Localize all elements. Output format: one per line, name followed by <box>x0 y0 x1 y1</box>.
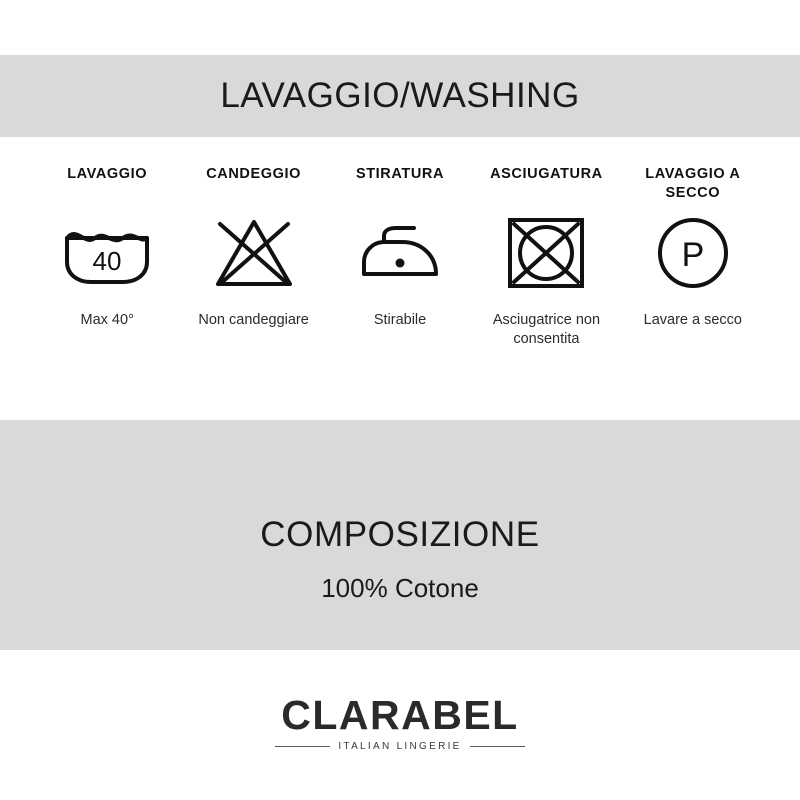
brand-name: CLARABEL <box>281 692 519 738</box>
divider-right <box>470 746 525 747</box>
care-symbol-heading: LAVAGGIO A SECCO <box>645 166 741 201</box>
care-symbol-lavaggio-a-secco <box>620 165 766 349</box>
brand-tagline: ITALIAN LINGERIE <box>338 741 462 752</box>
composition-value: 100% Cotone <box>321 572 479 603</box>
dry-clean-letter: P <box>681 236 705 274</box>
care-symbols-row <box>0 165 800 349</box>
brand-logo <box>0 692 800 752</box>
care-symbol-caption: Max 40° <box>80 312 134 328</box>
care-symbol-caption: Stirabile <box>373 312 427 328</box>
care-symbol-caption: Lavare a secco <box>643 312 742 328</box>
circle-p-dry-clean-icon <box>650 205 736 301</box>
divider-left <box>275 746 330 747</box>
wash-temperature-value: 40 <box>92 246 122 276</box>
care-symbol-heading: CANDEGGIO <box>206 166 302 182</box>
composition-title: COMPOSIZIONE <box>260 514 540 554</box>
care-symbol-caption: Non candeggiare <box>198 312 309 328</box>
iron-icon <box>350 205 450 301</box>
care-symbol-asciugatura <box>473 165 619 349</box>
washtub-40-icon <box>59 205 155 301</box>
care-symbol-heading: STIRATURA <box>355 166 445 182</box>
care-symbol-caption: Asciugatrice non consentita <box>492 312 601 348</box>
washing-title: LAVAGGIO/WASHING <box>220 76 580 115</box>
care-symbol-stiratura <box>327 165 473 349</box>
care-symbol-lavaggio <box>34 165 180 349</box>
brand-tagline-row <box>275 741 525 752</box>
square-circle-crossed-no-tumble-dry-icon <box>502 205 590 301</box>
care-symbol-heading: LAVAGGIO <box>67 166 148 182</box>
care-symbol-candeggio <box>180 165 326 349</box>
washing-band <box>0 55 800 137</box>
triangle-crossed-no-bleach-icon <box>206 205 302 301</box>
composition-band <box>0 420 800 650</box>
care-symbol-heading: ASCIUGATURA <box>490 166 603 182</box>
